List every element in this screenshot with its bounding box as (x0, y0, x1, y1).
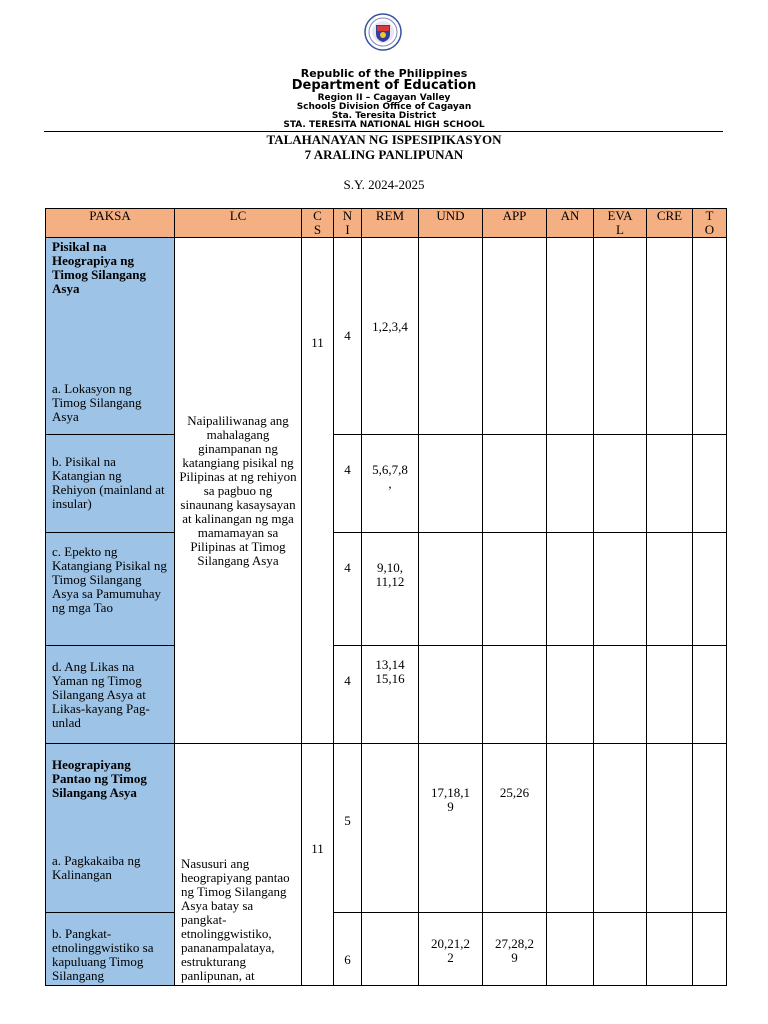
paksa-cell (46, 744, 175, 913)
col-cs: C S (302, 209, 334, 238)
eval-cell (594, 646, 647, 744)
rem-value: 1,2,3,4 (372, 319, 408, 334)
lc-cell (175, 744, 302, 986)
ni-cell: 6 (334, 913, 362, 986)
eval-cell (594, 913, 647, 986)
eval-cell (594, 238, 647, 435)
topic-text: d. Ang Likas na Yaman ng Timog Silangang Asya at Likas-kayang Pag-unlad (52, 659, 150, 730)
cs-cell (302, 744, 334, 986)
und-cell (419, 646, 483, 744)
to-cell (693, 646, 727, 744)
an-cell (547, 533, 594, 646)
ni-cell: 4 (334, 238, 362, 435)
app-cell (483, 238, 547, 435)
rem-cell (362, 238, 419, 435)
an-cell (547, 913, 594, 986)
cre-cell (647, 435, 693, 533)
paksa-cell (46, 533, 175, 646)
section-heading: Heograpiyang Pantao ng Timog Silangang Asya (52, 757, 147, 800)
und-cell (419, 533, 483, 646)
paksa-cell (46, 238, 175, 435)
rem-cell (362, 913, 419, 986)
division-line: Schools Division Office of Cagayan (296, 102, 472, 112)
to-cell (693, 744, 727, 913)
table-row (46, 533, 727, 646)
table-row (46, 913, 727, 986)
rem-cell: 13,14 15,16 (362, 646, 419, 744)
region-line: Region II – Cagayan Valley (317, 93, 451, 103)
eval-cell (594, 744, 647, 913)
und-cell: 17,18,1 9 (419, 744, 483, 913)
an-cell (547, 435, 594, 533)
und-cell: 20,21,2 2 (419, 913, 483, 986)
col-to: T O (693, 209, 727, 238)
eval-cell (594, 533, 647, 646)
col-cre: CRE (647, 209, 693, 238)
app-cell: 27,28,2 9 (483, 913, 547, 986)
table-row (46, 435, 727, 533)
app-cell (483, 435, 547, 533)
topic-text: a. Lokasyon ng Timog Silangang Asya (52, 381, 142, 424)
lc-text: Nasusuri ang heograpiyang pantao ng Timog Silangang Asya batay sa pangkat-etnolinggwistiko, pananampalataya, estrukturang panlipunan, at (181, 856, 290, 983)
ni-cell: 4 (334, 435, 362, 533)
cre-cell (647, 744, 693, 913)
to-cell (693, 913, 727, 986)
topic-text: b. Pisikal na Katangian ng Rehiyon (mainland at insular) (52, 454, 165, 511)
col-ni: N I (334, 209, 362, 238)
department-line: Department of Education (291, 78, 477, 93)
col-paksa: PAKSA (46, 209, 175, 238)
ni-cell: 5 (334, 744, 362, 913)
topic-text: b. Pangkat-etnolinggwistiko sa kapuluang Timog Silangang (52, 926, 154, 983)
paksa-cell (46, 913, 175, 986)
district-line: Sta. Teresita District (331, 111, 437, 121)
topic-text: a. Pagkakaiba ng Kalinangan (52, 853, 141, 882)
col-lc: LC (175, 209, 302, 238)
republic-line: Republic of the Philippines (300, 67, 468, 80)
ni-cell: 4 (334, 533, 362, 646)
cre-cell (647, 646, 693, 744)
app-cell (483, 646, 547, 744)
to-cell (693, 435, 727, 533)
an-cell (547, 744, 594, 913)
rem-cell (362, 744, 419, 913)
an-cell (547, 646, 594, 744)
table-row (46, 238, 727, 435)
lc-cell: Naipaliliwanag ang mahalagang ginampanan ng katangiang pisikal ng Pilipinas at ng rehiyon sa pagbuo ng sinaunang kasaysayan at kalinangan ng mga mamamayan sa Pilipinas at Timog Silangang Asya (175, 238, 302, 744)
table-header-row (46, 209, 727, 238)
rem-cell: 9,10, 11,12 (362, 533, 419, 646)
cre-cell (647, 238, 693, 435)
und-cell (419, 435, 483, 533)
to-cell (693, 533, 727, 646)
table-row (46, 646, 727, 744)
col-app: APP (483, 209, 547, 238)
col-eval: EVA L (594, 209, 647, 238)
ni-cell: 4 (334, 646, 362, 744)
cs-value: 11 (311, 335, 324, 350)
topic-text: c. Epekto ng Katangiang Pisikal ng Timog Silangang Asya sa Pamumuhay ng mga Tao (52, 544, 167, 615)
deped-seal-icon (363, 13, 403, 51)
col-und: UND (419, 209, 483, 238)
und-cell (419, 238, 483, 435)
an-cell (547, 238, 594, 435)
document-title: TALAHANAYAN NG ISPESIPIKASYON (266, 132, 502, 147)
col-an: AN (547, 209, 594, 238)
school-year: S.Y. 2024-2025 (343, 177, 425, 192)
specification-table (45, 208, 727, 986)
to-cell (693, 238, 727, 435)
cs-value: 11 (311, 841, 324, 856)
school-line: STA. TERESITA NATIONAL HIGH SCHOOL (283, 120, 485, 130)
col-rem: REM (362, 209, 419, 238)
paksa-cell (46, 646, 175, 744)
cre-cell (647, 533, 693, 646)
document-subtitle: 7 ARALING PANLIPUNAN (304, 147, 464, 162)
eval-cell (594, 435, 647, 533)
app-cell (483, 533, 547, 646)
cre-cell (647, 913, 693, 986)
cs-cell (302, 238, 334, 744)
rem-cell: 5,6,7,8 , (362, 435, 419, 533)
section-heading: Pisikal na Heograpiya ng Timog Silangang Asya (52, 239, 147, 296)
paksa-cell (46, 435, 175, 533)
table-row (46, 744, 727, 913)
app-cell: 25,26 (483, 744, 547, 913)
